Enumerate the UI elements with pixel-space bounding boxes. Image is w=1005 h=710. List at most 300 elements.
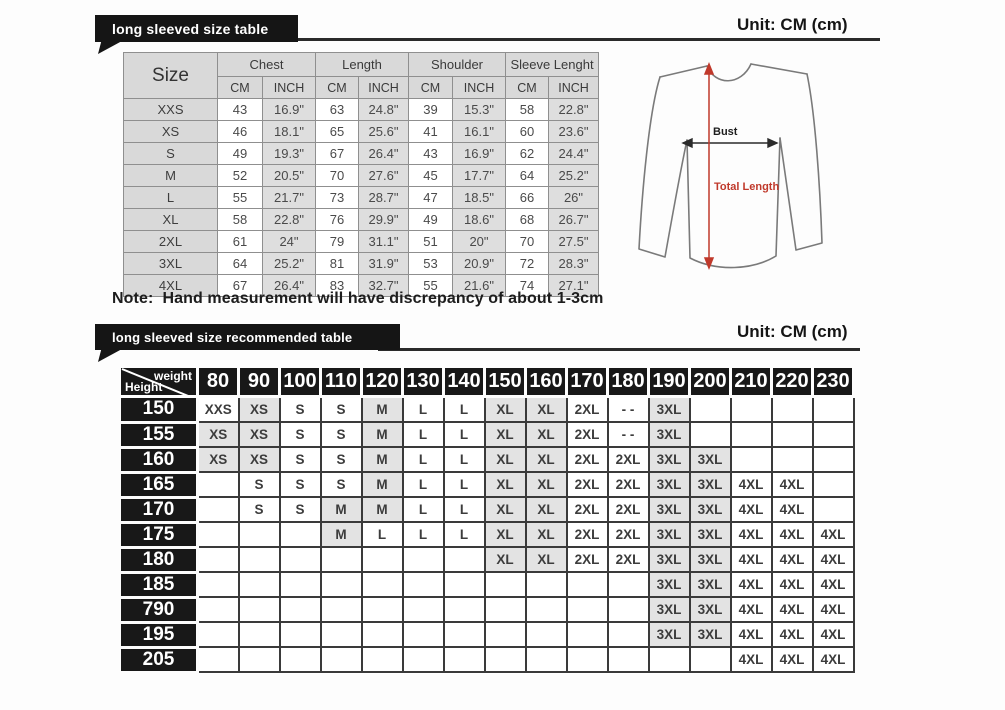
recommended-size-cell: L	[403, 397, 444, 423]
cm-value: 55	[218, 187, 263, 209]
recommend-row	[120, 497, 854, 522]
recommended-size-cell: 4XL	[731, 497, 772, 522]
recommended-size-cell: S	[321, 472, 362, 497]
banner-tail	[98, 349, 122, 362]
recommended-size-cell: XL	[526, 497, 567, 522]
top-divider-line	[272, 38, 880, 41]
inch-value: 25.6"	[359, 121, 409, 143]
table-row	[124, 209, 599, 231]
recommended-size-cell	[444, 547, 485, 572]
recommend-row	[120, 572, 854, 597]
recommended-size-cell	[608, 622, 649, 647]
weight-header: 200	[690, 367, 731, 397]
recommended-size-cell: M	[321, 522, 362, 547]
table-row	[124, 99, 599, 121]
recommended-size-cell	[526, 572, 567, 597]
inch-subheader: INCH	[549, 77, 599, 99]
recommended-size-cell	[444, 597, 485, 622]
column-group-header: Length	[316, 53, 409, 77]
inch-value: 22.8"	[549, 99, 599, 121]
cm-value: 62	[506, 143, 549, 165]
recommended-size-cell	[526, 622, 567, 647]
bottom-table-title-banner	[95, 324, 400, 350]
weight-height-corner-cell	[120, 367, 198, 397]
cm-value: 39	[409, 99, 453, 121]
cm-subheader: CM	[316, 77, 359, 99]
recommended-size-cell	[731, 397, 772, 423]
recommended-size-cell: 2XL	[567, 547, 608, 572]
banner-tail	[98, 41, 122, 54]
cm-value: 67	[218, 275, 263, 297]
inch-value: 24.8"	[359, 99, 409, 121]
recommended-size-cell: 3XL	[649, 422, 690, 447]
inch-value: 17.7"	[453, 165, 506, 187]
recommended-size-cell: 2XL	[567, 422, 608, 447]
size-label: L	[124, 187, 218, 209]
recommended-size-cell: 3XL	[649, 447, 690, 472]
column-group-header: Sleeve Lenght	[506, 53, 599, 77]
recommended-size-cell	[321, 622, 362, 647]
recommended-size-cell	[526, 597, 567, 622]
recommended-size-cell: - -	[608, 422, 649, 447]
recommended-size-cell: XL	[485, 397, 526, 423]
recommended-size-cell: - -	[608, 397, 649, 423]
recommended-size-cell	[239, 522, 280, 547]
recommended-size-cell: S	[321, 422, 362, 447]
inch-value: 27.5"	[549, 231, 599, 253]
weight-header: 180	[608, 367, 649, 397]
recommended-size-cell	[280, 622, 321, 647]
cm-value: 79	[316, 231, 359, 253]
recommended-size-cell	[403, 647, 444, 672]
inch-value: 23.6"	[549, 121, 599, 143]
recommended-size-cell	[280, 597, 321, 622]
recommended-size-cell	[362, 547, 403, 572]
weight-header: 210	[731, 367, 772, 397]
recommended-size-cell	[321, 572, 362, 597]
recommended-size-cell	[362, 622, 403, 647]
recommended-size-cell: 4XL	[731, 622, 772, 647]
recommended-size-cell: L	[444, 497, 485, 522]
recommended-size-cell	[608, 572, 649, 597]
bottom-divider-line	[378, 348, 860, 351]
recommended-size-cell: M	[362, 397, 403, 423]
recommended-size-cell: S	[239, 497, 280, 522]
recommended-size-cell: XXS	[198, 397, 239, 423]
weight-header: 90	[239, 367, 280, 397]
recommended-size-cell: XS	[239, 422, 280, 447]
recommended-size-cell	[731, 422, 772, 447]
recommended-size-cell: 2XL	[567, 447, 608, 472]
inch-subheader: INCH	[263, 77, 316, 99]
recommended-size-cell	[813, 472, 854, 497]
weight-header: 190	[649, 367, 690, 397]
recommended-size-cell: S	[280, 472, 321, 497]
cm-value: 67	[316, 143, 359, 165]
inch-value: 26.4"	[359, 143, 409, 165]
recommended-size-cell: 3XL	[649, 472, 690, 497]
cm-value: 68	[506, 209, 549, 231]
recommended-size-cell	[567, 597, 608, 622]
cm-value: 64	[506, 165, 549, 187]
recommended-size-cell	[239, 597, 280, 622]
recommended-size-cell: 3XL	[690, 547, 731, 572]
recommended-size-cell	[239, 572, 280, 597]
recommended-size-cell: 4XL	[731, 472, 772, 497]
recommended-size-cell: 3XL	[690, 622, 731, 647]
recommend-row	[120, 447, 854, 472]
recommended-size-cell	[198, 597, 239, 622]
cm-value: 83	[316, 275, 359, 297]
recommended-size-cell: XL	[485, 422, 526, 447]
cm-value: 70	[316, 165, 359, 187]
recommended-size-cell: S	[280, 397, 321, 423]
inch-value: 18.1"	[263, 121, 316, 143]
recommended-size-cell	[485, 647, 526, 672]
recommended-size-cell: XS	[239, 447, 280, 472]
recommended-size-cell: 2XL	[608, 447, 649, 472]
cm-value: 64	[218, 253, 263, 275]
recommended-size-cell: 4XL	[772, 472, 813, 497]
recommended-size-cell: 2XL	[608, 497, 649, 522]
inch-value: 18.5"	[453, 187, 506, 209]
recommended-size-cell: S	[239, 472, 280, 497]
recommended-size-cell	[239, 622, 280, 647]
weight-header: 150	[485, 367, 526, 397]
recommended-size-cell: 4XL	[772, 547, 813, 572]
height-label: 170	[120, 497, 198, 522]
recommended-size-cell: 4XL	[813, 597, 854, 622]
recommended-size-cell: 4XL	[772, 647, 813, 672]
cm-value: 49	[409, 209, 453, 231]
weight-header: 80	[198, 367, 239, 397]
recommended-size-cell	[690, 647, 731, 672]
inch-value: 25.2"	[263, 253, 316, 275]
recommend-row	[120, 622, 854, 647]
recommended-size-cell: L	[403, 472, 444, 497]
recommended-size-cell	[813, 422, 854, 447]
recommend-row	[120, 422, 854, 447]
recommended-size-cell: L	[444, 447, 485, 472]
weight-header: 140	[444, 367, 485, 397]
recommended-size-cell: L	[403, 497, 444, 522]
recommended-size-cell	[813, 447, 854, 472]
recommended-size-cell: 2XL	[567, 472, 608, 497]
recommended-size-cell: S	[321, 447, 362, 472]
recommended-size-cell: L	[362, 522, 403, 547]
recommended-size-cell: L	[444, 422, 485, 447]
recommended-size-cell: 4XL	[772, 497, 813, 522]
cm-value: 65	[316, 121, 359, 143]
cm-value: 55	[409, 275, 453, 297]
total-length-label: Total Length	[714, 181, 780, 193]
recommended-size-cell	[485, 622, 526, 647]
top-unit-label: Unit: CM (cm)	[737, 15, 848, 34]
recommended-size-cell: 4XL	[731, 522, 772, 547]
recommended-size-cell	[280, 547, 321, 572]
recommended-size-cell	[239, 547, 280, 572]
total-length-arrow	[705, 64, 713, 268]
recommended-size-cell: XL	[526, 397, 567, 423]
shirt-diagram	[635, 50, 845, 285]
recommended-size-cell	[198, 497, 239, 522]
recommended-size-cell: S	[280, 422, 321, 447]
size-recommendation-table	[118, 365, 855, 674]
cm-value: 47	[409, 187, 453, 209]
height-label: 195	[120, 622, 198, 647]
size-label: XL	[124, 209, 218, 231]
recommended-size-cell	[403, 572, 444, 597]
inch-subheader: INCH	[453, 77, 506, 99]
recommended-size-cell	[239, 647, 280, 672]
recommended-size-cell: L	[444, 472, 485, 497]
inch-value: 20"	[453, 231, 506, 253]
table-row	[124, 121, 599, 143]
recommended-size-cell	[403, 622, 444, 647]
recommended-size-cell: L	[444, 397, 485, 423]
recommended-size-cell: XS	[198, 422, 239, 447]
inch-value: 32.7"	[359, 275, 409, 297]
height-label: 150	[120, 397, 198, 423]
column-group-header: Chest	[218, 53, 316, 77]
weight-header: 160	[526, 367, 567, 397]
weight-header: 130	[403, 367, 444, 397]
recommended-size-cell	[772, 422, 813, 447]
recommend-row	[120, 472, 854, 497]
recommended-size-cell	[403, 597, 444, 622]
inch-value: 28.7"	[359, 187, 409, 209]
height-label: 175	[120, 522, 198, 547]
recommended-size-cell: S	[280, 447, 321, 472]
inch-value: 24"	[263, 231, 316, 253]
recommended-size-cell: 2XL	[567, 397, 608, 423]
height-label: 205	[120, 647, 198, 672]
recommended-size-cell: L	[403, 422, 444, 447]
recommended-size-cell: M	[321, 497, 362, 522]
cm-value: 52	[218, 165, 263, 187]
recommended-size-cell	[731, 447, 772, 472]
recommended-size-cell: XL	[526, 547, 567, 572]
recommended-size-cell: 4XL	[813, 647, 854, 672]
recommended-size-cell: M	[362, 422, 403, 447]
recommended-size-cell	[444, 622, 485, 647]
recommended-size-cell: 3XL	[649, 622, 690, 647]
inch-value: 22.8"	[263, 209, 316, 231]
inch-value: 21.6"	[453, 275, 506, 297]
cm-value: 76	[316, 209, 359, 231]
recommended-size-cell: XL	[485, 447, 526, 472]
cm-value: 72	[506, 253, 549, 275]
recommended-size-cell: XL	[526, 522, 567, 547]
size-label: 3XL	[124, 253, 218, 275]
recommended-size-cell: S	[321, 397, 362, 423]
table-row	[124, 231, 599, 253]
inch-value: 26.4"	[263, 275, 316, 297]
inch-value: 26"	[549, 187, 599, 209]
recommend-row	[120, 597, 854, 622]
recommended-size-cell	[403, 547, 444, 572]
recommended-size-cell	[198, 472, 239, 497]
size-label: S	[124, 143, 218, 165]
inch-value: 25.2"	[549, 165, 599, 187]
recommended-size-cell: 4XL	[772, 572, 813, 597]
recommended-size-cell	[690, 397, 731, 423]
inch-value: 16.9"	[453, 143, 506, 165]
recommended-size-cell: XL	[485, 547, 526, 572]
recommended-size-cell: 4XL	[813, 572, 854, 597]
measurement-note: Note: Hand measurement will have discrepancy of about 1-3cm	[112, 290, 604, 307]
recommended-size-cell: 2XL	[608, 547, 649, 572]
recommended-size-cell: XS	[239, 397, 280, 423]
recommended-size-cell: 4XL	[772, 522, 813, 547]
table-row	[124, 165, 599, 187]
size-measurement-table	[123, 52, 599, 297]
inch-value: 27.1"	[549, 275, 599, 297]
recommended-size-cell	[485, 572, 526, 597]
recommended-size-cell: 3XL	[690, 472, 731, 497]
recommended-size-cell: 4XL	[772, 622, 813, 647]
recommended-size-cell: L	[403, 522, 444, 547]
header-row-groups	[124, 53, 599, 77]
recommended-size-cell: S	[280, 497, 321, 522]
bust-label: Bust	[713, 126, 738, 138]
height-label: 165	[120, 472, 198, 497]
cm-subheader: CM	[409, 77, 453, 99]
recommended-size-cell: M	[362, 472, 403, 497]
recommended-size-cell	[526, 647, 567, 672]
weight-header: 110	[321, 367, 362, 397]
weight-header: 170	[567, 367, 608, 397]
recommended-size-cell: 3XL	[649, 522, 690, 547]
cm-value: 49	[218, 143, 263, 165]
recommended-size-cell: 2XL	[608, 522, 649, 547]
inch-value: 20.5"	[263, 165, 316, 187]
recommended-size-cell	[567, 572, 608, 597]
shirt-outline	[639, 64, 822, 268]
recommended-size-cell: 2XL	[567, 522, 608, 547]
height-label: 185	[120, 572, 198, 597]
recommended-size-cell	[321, 547, 362, 572]
recommended-size-cell: XL	[485, 522, 526, 547]
recommended-size-cell: 4XL	[731, 572, 772, 597]
recommended-size-cell: 3XL	[649, 397, 690, 423]
top-table-title-banner	[95, 15, 298, 42]
cm-value: 60	[506, 121, 549, 143]
recommended-size-cell	[198, 522, 239, 547]
table-row	[124, 143, 599, 165]
recommended-size-cell: XL	[526, 472, 567, 497]
recommended-size-cell	[444, 647, 485, 672]
top-table-title: long sleeved size table	[112, 20, 269, 37]
size-column-header: Size	[124, 53, 218, 99]
inch-value: 16.1"	[453, 121, 506, 143]
cm-value: 61	[218, 231, 263, 253]
inch-value: 31.9"	[359, 253, 409, 275]
recommend-row	[120, 547, 854, 572]
recommended-size-cell: 3XL	[690, 497, 731, 522]
recommended-size-cell: 4XL	[813, 522, 854, 547]
recommended-size-cell	[608, 647, 649, 672]
recommended-size-cell	[321, 647, 362, 672]
recommended-size-cell	[198, 622, 239, 647]
recommend-row	[120, 522, 854, 547]
recommended-size-cell	[280, 522, 321, 547]
recommended-size-cell	[321, 597, 362, 622]
bottom-unit-label: Unit: CM (cm)	[737, 322, 848, 341]
cm-value: 53	[409, 253, 453, 275]
recommended-size-cell: 3XL	[690, 572, 731, 597]
weight-header: 120	[362, 367, 403, 397]
weight-header: 220	[772, 367, 813, 397]
bottom-table-title: long sleeved size recommended table	[112, 329, 353, 345]
recommended-size-cell: XL	[526, 447, 567, 472]
recommended-size-cell	[198, 647, 239, 672]
inch-value: 19.3"	[263, 143, 316, 165]
cm-value: 63	[316, 99, 359, 121]
recommended-size-cell	[772, 447, 813, 472]
recommended-size-cell	[772, 397, 813, 423]
recommended-size-cell	[362, 597, 403, 622]
cm-value: 43	[409, 143, 453, 165]
inch-value: 24.4"	[549, 143, 599, 165]
cm-value: 58	[218, 209, 263, 231]
recommended-size-cell: 4XL	[731, 547, 772, 572]
cm-value: 66	[506, 187, 549, 209]
recommended-size-cell	[198, 572, 239, 597]
corner-weight-label: weight	[154, 369, 192, 383]
recommended-size-cell	[690, 422, 731, 447]
recommended-size-cell	[813, 497, 854, 522]
recommended-size-cell: XL	[526, 422, 567, 447]
recommended-size-cell: 3XL	[649, 597, 690, 622]
bust-arrow	[683, 139, 777, 147]
recommended-size-cell	[567, 622, 608, 647]
height-label: 160	[120, 447, 198, 472]
cm-value: 70	[506, 231, 549, 253]
inch-value: 16.9"	[263, 99, 316, 121]
cm-value: 43	[218, 99, 263, 121]
recommended-size-cell: 4XL	[731, 647, 772, 672]
weight-header-row	[120, 367, 854, 397]
inch-value: 27.6"	[359, 165, 409, 187]
weight-header: 100	[280, 367, 321, 397]
table-row	[124, 253, 599, 275]
recommended-size-cell	[649, 647, 690, 672]
cm-value: 74	[506, 275, 549, 297]
recommended-size-cell: 3XL	[690, 522, 731, 547]
cm-subheader: CM	[218, 77, 263, 99]
recommended-size-cell: 3XL	[649, 572, 690, 597]
recommend-row	[120, 397, 854, 423]
recommended-size-cell: 4XL	[731, 597, 772, 622]
inch-value: 18.6"	[453, 209, 506, 231]
recommended-size-cell: L	[403, 447, 444, 472]
inch-value: 29.9"	[359, 209, 409, 231]
recommended-size-cell	[362, 572, 403, 597]
inch-value: 31.1"	[359, 231, 409, 253]
height-label: 180	[120, 547, 198, 572]
cm-value: 51	[409, 231, 453, 253]
recommended-size-cell: 3XL	[690, 447, 731, 472]
height-label: 790	[120, 597, 198, 622]
recommended-size-cell	[280, 572, 321, 597]
corner-height-label: Height	[125, 380, 163, 394]
cm-value: 45	[409, 165, 453, 187]
inch-value: 20.9"	[453, 253, 506, 275]
inch-subheader: INCH	[359, 77, 409, 99]
recommended-size-cell	[444, 572, 485, 597]
recommended-size-cell: M	[362, 447, 403, 472]
